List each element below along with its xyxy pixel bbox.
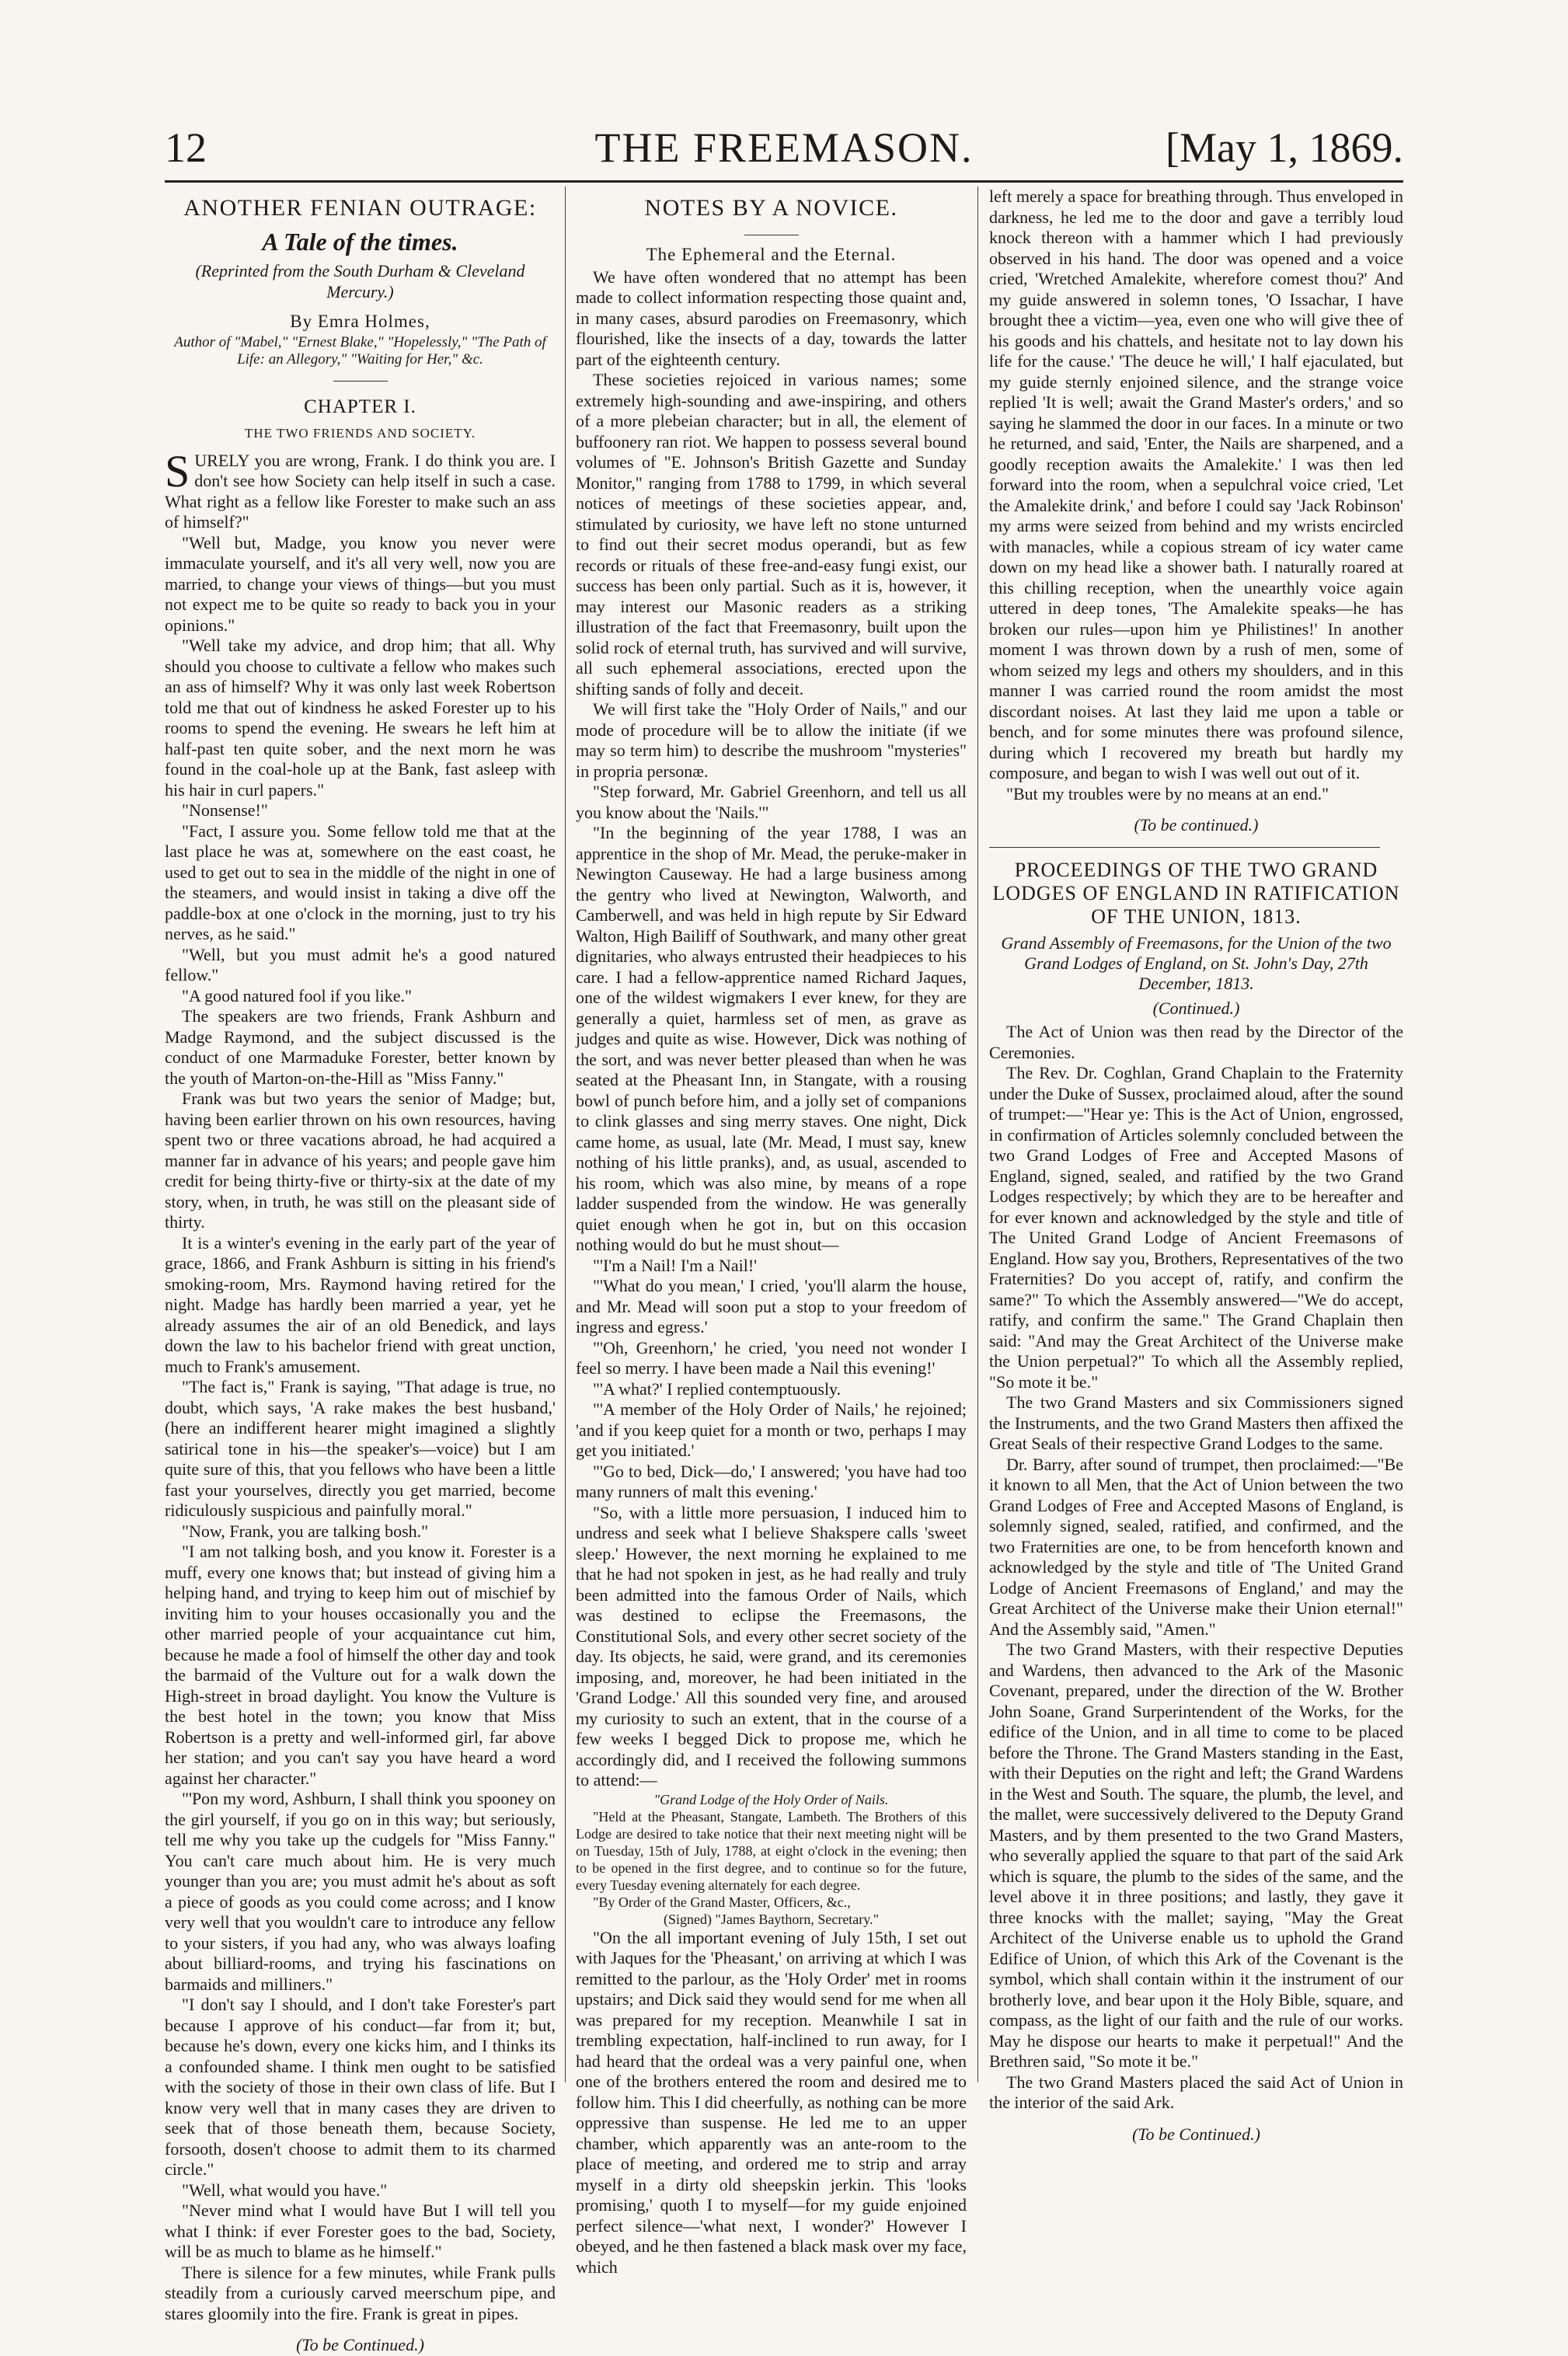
newspaper-title: THE FREEMASON. [594,124,974,171]
continued-note: (To be continued.) [1134,815,1259,835]
section-rule [989,847,1380,848]
story-paragraph: Frank was but two years the senior of Madge; but, having been earlier thrown on his own resources, having spent two or three vacations abroad, he had acquired a manner far in advance of his years; and people gave him credit for being thirty-five or thirty-six at the date of my story, when, in truth, he was still on the pleasant side of thirty. [165,1089,556,1232]
proceedings-continued-tag: (Continued.) [1152,998,1240,1018]
continued-note: (To be Continued.) [1132,2124,1260,2144]
notes-title: NOTES BY A NOVICE. [644,195,898,221]
proceedings-paragraph: Dr. Barry, after sound of trumpet, then proclaimed:—"Be it known to all Men, that the Act of Union between the two Grand Lodges of Free and Accepted Masons of England, is solemnly signed, sealed, ratified, and confirmed, and the two Fraternities are one, to be from henceforth known and acknowledged by the style and title of 'The United Grand Lodge of Ancient Freemasons of England,' and may the Great Architect of the Universe make their Union eternal!" And the Assembly said, "Amen." [989,1454,1403,1639]
story-paragraph: "Well, what would you have." [182,2180,388,2200]
chapter-subtitle: THE TWO FRIENDS AND SOCIETY. [244,426,476,441]
notes-paragraph: We will first take the "Holy Order of Nails," and our mode of procedure will be to allow the initiate (if we may so term him) to describe the mushroom "mysteries" in propria personæ. [576,699,967,781]
issue-date: [May 1, 1869. [1166,124,1403,171]
proceedings-subtitle: Grand Assembly of Freemasons, for the Union of the two Grand Lodges of England, on St. John's Day, 27th December, 1813. [1001,932,1392,993]
notes-continuation: left merely a space for breathing through. Thus enveloped in darkness, he led me to the door and gave a terribly loud knock thereon with a hammer which I had previously observed in his hand. The door was opened and a voice cried, 'Wretched Amalekite, wherefore comest thou?' And my guide answered in solemn tones, 'O Issachar, I have brought thee a victim—yea, even one who will give thee of his goods and his chattels, and hesitate not to lay down his life for the cause.' 'The deuce he will,' I half ejaculated, but my guide sternly enjoined silence, and the strange voice replied 'It is well; await the Grand Master's orders,' and so saying he slammed the door in our faces. In a minute or two he returned, and said, 'Enter, the Nails are sharpened, and a goodly reception awaits the Amalekite.' I was then led forward into the room, when a sepulchral voice cried, 'Let the Amalekite drink,' and before I could say 'Jack Robinson' my arms were seized from behind and my wrists encircled with manacles, while a copious stream of icy water came down on my head like a shower bath. I naturally roared at this chilling reception, when the unearthly voice again uttered in deep tones, 'The Amalekite speaks—he has broken our rules—upon him ye Philistines!' In another moment I was thrown down by a rush of men, some of whom seized my legs and others my shoulders, and in this manner I was carried round the room amidst the most discordant noises. At last they laid me upon a table or bench, and for some minutes there was profound silence, during which I recovered my breath but hardly my composure, and began to wish I was well out out of it. [989,186,1403,782]
proceedings-paragraph: The two Grand Masters and six Commissioners signed the Instruments, and the two Grand Masters then affixed the Great Seals of their respective Grand Lodges to the same. [989,1392,1403,1453]
story-paragraph: "Now, Frank, you are talking bosh." [182,1521,429,1541]
notes-paragraph: "'I'm a Nail! I'm a Nail!' [593,1255,758,1275]
reprint-note: (Reprinted from the South Durham & Cleveland Mercury.) [195,261,525,301]
divider [333,381,388,382]
notes-subtitle: The Ephemeral and the Eternal. [646,245,897,264]
notes-paragraph: "'A member of the Holy Order of Nails,' he rejoined; 'and if you keep quiet for a month or two, perhaps I may get you initiated.' [576,1399,967,1460]
story-paragraph: There is silence for a few minutes, while Frank pulls steadily from a curiously carved meerschum pipe, and stares gloomily into the fire. Frank is great in pipes. [165,2262,556,2323]
story-paragraph: "Nonsense!" [182,800,268,820]
notes-paragraph: "Step forward, Mr. Gabriel Greenhorn, and tell us all you know about the 'Nails.'" [576,782,967,822]
story-paragraph: "I don't say I should, and I don't take Forester's part because I approve of his conduct—far from it; but, because he's down, every one kicks him, and I thinks its a confounded shame. I think men ought to be satisfied with the society of those in their own class of life. But I know very well that in many cases they are driven to seek that of those beneath them, because Society, forsooth, dosen't choose to admit them to its charmed circle." [165,1995,556,2179]
summons-text: "Held at the Pheasant, Stangate, Lambeth. The Brothers of this Lodge are desired to take notice that their next meeting night will be on Tuesday, 15th of July, 1788, at eight o'clock in the evening; then to be opened in the first degree, and to continue so for the future, every Tuesday evening alternately for each degree. [576,1808,967,1893]
notes-paragraph: "So, with a little more persuasion, I induced him to undress and seek what I believe Shakspere calls 'sweet sleep.' However, the next morning he explained to me that he had not spoken in jest, as he had really and truly been admitted into the famous Order of Nails, which was destined to eclipse the Freemasons, the Constitutional Sols, and every other secret society of the day. Its objects, he said, were grand, and its ceremonies imposing, and, moreover, he had been initiated in the 'Grand Lodge.' All this sounded very fine, and aroused my curiosity to such an extent, that in the course of a few weeks I begged Dick to propose me, which he accordingly did, and I received the following summons to attend:— [576,1502,967,1790]
story-paragraph: SURELY you are wrong, Frank. I do think you are. I don't see how Society can help itself in such a case. What right as a fellow like Forester to make such an ass of himself?" [165,445,556,531]
story-paragraph: "'Pon my word, Ashburn, I shall think you spooney on the girl yourself, if you go on in this way; but seriously, tell me why you take up the cudgels for "Miss Fanny." You can't care much about him. He is very much younger than you are; you must admit he's about as soft a piece of goods as you could come across; and I know very well that you wouldn't care to introduce any fellow to your sisters, if you had any, who was always loafing about billiard-rooms, and trying his fascinations on barmaids and milliners." [165,1789,556,1994]
notes-paragraph: "'A what?' I replied contemptuously. [593,1378,841,1399]
story-title: ANOTHER FENIAN OUTRAGE: [183,195,537,221]
proceedings-paragraph: The two Grand Masters, with their respective Deputies and Wardens, then advanced to the Ark of the Masonic Covenant, prepared, under the direction of the W. Brother John Soane, Grand Surperintendent of the Works, for the edifice of the Union, and in all time to come to be placed before the Throne. The Grand Masters standing in the East, with their Deputies on the right and left; the Grand Wardens in the West and South. The square, the plumb, the level, and the mallet, were successively delivered to the Deputy Grand Masters, and by them presented to the two Grand Masters, who severally applied the square to that part of the said Ark which is square, the plumb to the sides of the same, and the level above it in three positions; and lastly, they gave it three knocks with the mallet; saying, "May the Great Architect of the Universe enable us to uphold the Grand Edifice of Union, of which this Ark of the Covenant is the symbol, which shall contain within it the instrument of our brotherly love, and bear upon it the Holy Bible, square, and compass, as the light of our faith and the rule of our works. May he dispose our hearts to make it perpetual!" And the Brethren said, "So mote it be." [989,1640,1403,2071]
story-paragraph: "Well take my advice, and drop him; that all. Why should you choose to cultivate a fellow who makes such an ass of himself? Why it was only last week Robertson told me that out of kindness he asked Forester up to his rooms to spend the evening. He swears he left him at half-past ten quite sober, and the next morn he was found in the coal-hole up at the Bank, fast asleep with his hair in curl papers." [165,636,556,800]
summons-order: "By Order of the Grand Master, Officers, &c., [593,1894,851,1910]
story-paragraph: "The fact is," Frank is saying, "That adage is true, no doubt, which says, 'A rake makes the best husband,' (here an indifferent hearer might imagined a slightly satirical tone in his—the speaker's—voice) but I am quite sure of this, that you fellows who have been a little fast your yourselves, directly you get married, become ridiculously suspicious and painfully moral." [165,1377,556,1520]
notes-paragraph: "'Go to bed, Dick—do,' I answered; 'you have had too many runners of malt this evening.' [576,1461,967,1501]
notes-paragraph: "'Oh, Greenhorn,' he cried, 'you need not wonder I feel so merry. I have been made a Nail this evening!' [576,1337,967,1378]
story-paragraph: "I am not talking bosh, and you know it. Forester is a muff, every one knows that; but instead of giving him a helping hand, and trying to keep him out of mischief by inviting him to your houses occasionally you and the other married people of your acquaintance cut him, because he made a fool of himself the other day and took the barmaid of the Vulture out for a walk down the High-street in broad daylight. You know the Vulture is the best hotel in the town; you know that Miss Robertson is a pretty and well-informed girl, far above her station; and you can't say you have heard a word against her character." [165,1542,556,1788]
summons-signature: (Signed) "James Baythorn, Secretary." [664,1911,879,1927]
drop-cap: S [165,445,190,497]
story-subtitle: A Tale of the times. [262,228,458,256]
column-3 [989,186,1403,2168]
column-2 [576,186,967,2277]
story-paragraph: "Well but, Madge, you know you never were immaculate yourself, and it's all very well, now you are married, to change your views of things—but you must not expect me to be quite so ready to back you in your opinions." [165,532,556,635]
proceedings-paragraph: The two Grand Masters placed the said Act of Union in the interior of the said Ark. [989,2072,1403,2112]
column-rule [565,186,566,2082]
column-rule [977,186,978,2082]
author-note: Author of "Mabel," "Ernest Blake," "Hopelessly," "The Path of Life: an Allegory," "Waiting for Her," &c. [174,333,546,368]
column-1 [165,186,556,2354]
masthead-rule [165,180,1403,183]
summons-title: "Grand Lodge of the Holy Order of Nails. [653,1791,889,1807]
notes-paragraph: "'What do you mean,' I cried, 'you'll alarm the house, and Mr. Mead will soon put a stop to your freedom of ingress and egress.' [576,1276,967,1337]
continued-note: (To be Continued.) [296,2335,424,2354]
page-number: 12 [165,124,207,171]
notes-continuation: "But my troubles were by no means at an end." [1006,783,1329,803]
story-paragraph: "A good natured fool if you like." [182,985,412,1005]
story-paragraph: "Well, but you must admit he's a good natured fellow." [165,944,556,985]
story-paragraph: It is a winter's evening in the early part of the year of grace, 1866, and Frank Ashburn is sitting in his friend's smoking-room, Mrs. Raymond having retired for the night. Madge has hardly been married a year, yet he already assumes the air of an old Benedick, and lays down the law to his bachelor friend with great unction, much to Frank's amusement. [165,1232,556,1376]
story-paragraph: "Never mind what I would have But I will tell you what I think: if ever Forester goes to the bad, Society, will be as much to blame as he himself." [165,2201,556,2261]
proceedings-paragraph: The Rev. Dr. Coghlan, Grand Chaplain to the Fraternity under the Duke of Sussex, proclaimed aloud, after the sound of trumpet:—"Hear ye: This is the Act of Union, engrossed, in confirmation of Articles solemnly concluded between the two Grand Lodges of Free and Accepted Masons of England, signed, sealed, and ratified by the two Grand Lodges respectively; by which they are to be hereafter and for ever known and acknowledged by the style and title of The United Grand Lodge of Ancient Freemasons of England. How say you, Brothers, Representatives of the two Fraternities? Do you accept of, ratify, and confirm the same?" To which the Assembly answered—"We do accept, ratify, and confirm the same." The Grand Chaplain then said: "And may the Great Architect of the Universe make the Union perpetual?" To which all the Assembly replied, "So mote it be." [989,1063,1403,1392]
story-paragraph: "Fact, I assure you. Some fellow told me that at the last place he was at, somewhere on the east coast, he used to get out to sea in the middle of the night in one of the steamers, and would insist in taking a dive off the paddle-box at one o'clock in the morning, just to try his nerves, as he said." [165,821,556,943]
story-paragraph: The speakers are two friends, Frank Ashburn and Madge Raymond, and the subject discussed is the conduct of one Marmaduke Forester, better known by the youth of Marton-on-the-Hill as "Miss Fanny." [165,1006,556,1088]
notes-paragraph: These societies rejoiced in various names; some extremely high-sounding and awe-inspiring, and others of a more plebeian character; but in all, the element of buffoonery ran riot. We happen to possess several bound volumes of "E. Johnson's British Gazette and Sunday Monitor," ranging from 1788 to 1799, in which several notices of meetings of these societies appear, and, stimulated by curiosity, we have left no stone unturned to find out their secret modus operandi, but as few records or rituals of these free-and-easy fungi exist, our success has been only partial. Such as it is, however, it may interest our Masonic readers as a striking illustration of the fact that Freemasonry, built upon the solid rock of eternal truth, has survived and will survive, all such ephemeral associations, erected upon the shifting sands of folly and deceit. [576,370,967,699]
notes-paragraph: "On the all important evening of July 15th, I set out with Jaques for the 'Pheasant,' on arriving at which I was remitted to the parlour, as the 'Holy Order' met in rooms upstairs; and Dick said they would send for me when all was prepared for my reception. Meanwhile I sat in trembling expectation, half-inclined to run away, for I had heard that the ordeal was a very painful one, when one of the brothers entered the room and desired me to follow him. This I did cheerfully, as nothing can be more oppressive than suspense. He led me to an upper chamber, which apparently was an ante-room to the place of meeting, and ordered me to strip and array myself in a dirty old sheepskin jerkin. This 'looks promising,' quoth I to myself—for my guide enjoined perfect silence—'what next, I wonder?' However I obeyed, and he then fastened a black mask over my face, which [576,1927,967,2277]
notes-paragraph: We have often wondered that no attempt has been made to collect information respecting those quaint and, in many cases, absurd parodies on Freemasonry, which flourished, like the insects of a day, towards the latter part of the eighteenth century. [576,267,967,369]
proceedings-paragraph: The Act of Union was then read by the Director of the Ceremonies. [989,1022,1403,1062]
proceedings-title: PROCEEDINGS OF THE TWO GRAND LODGES OF ENGLAND IN RATIFICATION OF THE UNION, 1813. [992,858,1400,928]
byline: By Emra Holmes, [290,312,430,331]
notes-paragraph: "In the beginning of the year 1788, I was an apprentice in the shop of Mr. Mead, the peruke-maker in Newington Causeway. He had a large business among the gentry who lived at Newington, Walworth, and Camberwell, and was held in high repute by Sir Edward Walton, High Bailiff of Southwark, and many other great dignitaries, who always entrusted their headpieces to his care. I had a fellow-apprentice named Richard Jaques, one of the wildest wigmakers I ever knew, for they are generally a quiet, harmless set of men, as grave as judges and quite as wise. However, Dick was nothing of the sort, and was never better pleased than when he was seated at the Pheasant Inn, in Stangate, with a rousing bowl of punch before him, and a jolly set of companions to clink glasses and sing merry staves. One night, Dick came home, as usual, late (Mr. Mead, I must say, knew nothing of his little pranks), and, as usual, ascended to his room, which was also mine, by means of a rope ladder suspended from the window. He was generally quiet enough when he got in, but on this occasion nothing would do but he must shout— [576,823,967,1254]
chapter-heading: CHAPTER I. [304,396,416,417]
